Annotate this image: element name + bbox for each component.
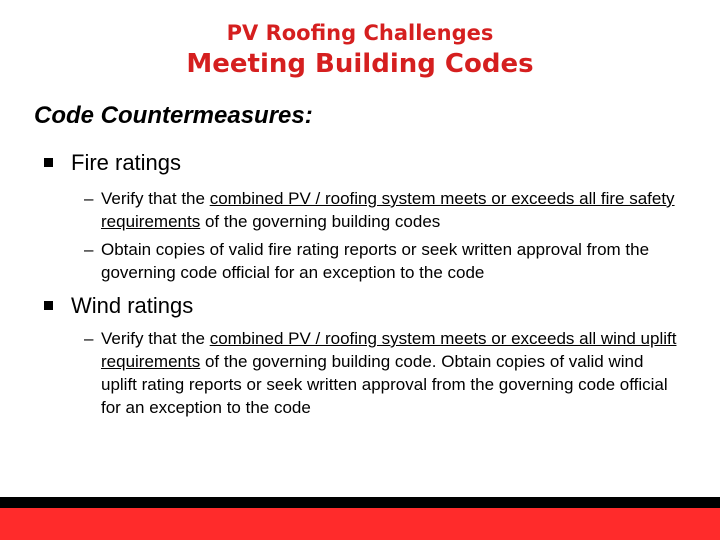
title-line-1: PV Roofing Challenges: [226, 21, 494, 45]
square-bullet-icon: [44, 158, 53, 167]
sub-item: [84, 327, 684, 419]
sub-item-text: Verify that the combined PV / roofing system meets or exceeds all wind uplift requirements of the governing building code. Obtain copies of valid wind uplift rating reports or seek written approval from the governing code official for an exception to the code: [101, 329, 677, 417]
footer-bar-red: [0, 508, 720, 540]
dash-marker: –: [84, 329, 94, 348]
sub-item: [84, 187, 684, 233]
title-line-2: Meeting Building Codes: [186, 49, 534, 79]
dash-marker: –: [84, 189, 94, 208]
section-heading: Code Countermeasures:: [34, 102, 313, 129]
footer-bar-black: [0, 497, 720, 508]
bullet-label: Fire ratings: [71, 150, 182, 175]
underlined-text: combined PV / roofing system meets or exceeds all fire safety requirements: [101, 189, 675, 231]
slide-title: [0, 20, 720, 80]
bullet-label: Wind ratings: [71, 293, 194, 318]
sub-item-text: Obtain copies of valid fire rating reports or seek written approval from the governing code official for an exception to the code: [101, 240, 650, 282]
dash-marker: –: [84, 240, 94, 259]
sub-item: [84, 238, 684, 284]
sub-item-text: Verify that the combined PV / roofing system meets or exceeds all fire safety requirements of the governing building codes: [101, 189, 675, 231]
square-bullet-icon: [44, 301, 53, 310]
underlined-text: combined PV / roofing system meets or exceeds all wind uplift requirements: [101, 329, 677, 371]
